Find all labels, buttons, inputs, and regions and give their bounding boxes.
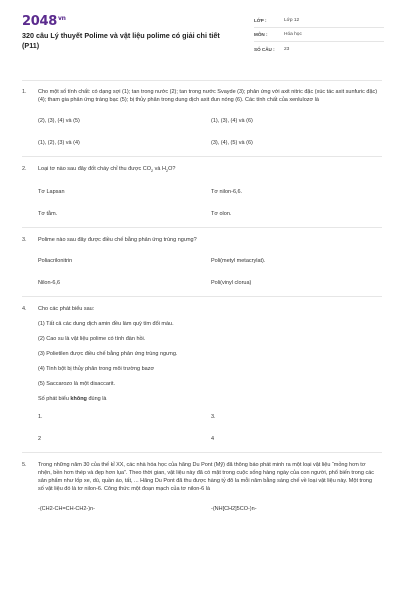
question-number: 3.	[22, 237, 27, 244]
answer-option-a[interactable]: 1.	[38, 414, 43, 421]
statement-4: (4) Tinh bột bị thủy phân trong môi trường bazơ	[38, 366, 155, 373]
question-1	[22, 88, 382, 147]
question-5	[22, 461, 382, 513]
question-3	[22, 236, 382, 287]
answer-option-b[interactable]: 3.	[211, 414, 216, 421]
question-number: 5.	[22, 462, 27, 469]
answer-option-d[interactable]: 4	[211, 436, 215, 443]
answer-options	[38, 188, 378, 218]
answer-option-b[interactable]: Tơ nilon-6,6.	[211, 189, 243, 196]
answer-option-d[interactable]: Poli(vinyl clorua)	[211, 280, 252, 287]
answer-option-d[interactable]: Tơ olon.	[211, 211, 232, 218]
statement-3: (3) Polietilen được điều chế bằng phản ứng trùng ngưng.	[38, 351, 178, 358]
question-text: Cho một số tính chất: có dạng sợi (1); tan trong nước (2); tan trong nước Svayde (3); phản ứng với axit nitric đặc (xúc tác axit sunfuric đặc) (4); tham gia phản ứng tráng bạc (5); bị thủy phân trong dung dịch axit đun nóng (6). Các tính chất của xenlulozơ là	[38, 89, 378, 103]
answer-options	[38, 413, 378, 443]
site-logo[interactable]	[22, 14, 66, 29]
answer-option-c[interactable]: 2	[38, 436, 42, 443]
question-4	[22, 305, 382, 443]
question-2	[22, 165, 382, 218]
answer-option-b[interactable]: (1), (3), (4) và (6)	[211, 118, 253, 124]
answer-option-a[interactable]: Poliacrilonitrin	[38, 258, 73, 265]
question-ask: Số phát biểu không đúng là	[38, 396, 107, 403]
question-list	[22, 80, 382, 513]
answer-option-a[interactable]: -(CH2-CH=CH-CH2-)n-	[38, 506, 95, 513]
question-text: Trong những năm 30 của thế kỉ XX, các nhà hóa học của hãng Du Pont (Mỹ) đã thông báo phát minh ra một loại vật liệu “mỏng hơn tơ nhện, bền hơn thép và đẹp hơn lụa”. Theo thời gian, vật liệu này đã có mặt trong cuộc sống hàng ngày của con người, phổ biến trong các sản phẩm như lốp xe, dù, quần áo, tất, ... Hãng Du Pont đã thu được hàng tỷ đô la mỗi năm bằng sáng chế về loại vật liệu này. Một trong số vật liệu đó là tơ nilon-6. Công thức một đoạn mạch của tơ nilon-6 là	[38, 462, 375, 493]
question-number: 2.	[22, 166, 27, 172]
answer-option-d[interactable]: (3), (4), (5) và (6)	[211, 140, 253, 146]
statement-2: (2) Cao su là vật liệu polime có tính đàn hồi.	[38, 336, 146, 343]
answer-option-b[interactable]: Poli(metyl metacrylat).	[211, 258, 266, 265]
answer-options	[38, 117, 378, 147]
answer-option-c[interactable]: Nilon-6,6	[38, 280, 61, 287]
meta-label: MÔN :	[254, 32, 268, 37]
divider	[22, 452, 382, 453]
answer-option-a[interactable]: Tơ Lapsan	[38, 189, 65, 196]
divider	[22, 80, 382, 81]
divider	[22, 227, 382, 228]
meta-value: Hóa học	[284, 32, 302, 37]
question-text: Cho các phát biểu sau:	[38, 306, 95, 313]
meta-row-grade	[254, 14, 384, 28]
document-header	[0, 0, 400, 64]
answer-option-b[interactable]: -(NH[CH2]5CO-)n-	[211, 506, 257, 513]
question-number: 4.	[22, 306, 27, 313]
statement-1: (1) Tất cả các dung dịch amin đều làm quỳ tím đổi màu.	[38, 321, 174, 328]
logo-suffix: vn	[57, 14, 66, 22]
divider	[22, 296, 382, 297]
answer-option-c[interactable]: (1), (2), (3) và (4)	[38, 140, 80, 146]
meta-table	[254, 14, 384, 56]
meta-label: LỚP :	[254, 18, 267, 23]
logo-text: 2048	[22, 14, 57, 29]
answer-option-c[interactable]: Tơ tằm.	[38, 211, 58, 218]
answer-option-a[interactable]: (2), (3), (4) và (5)	[38, 118, 80, 124]
divider	[22, 156, 382, 157]
answer-options	[38, 505, 378, 513]
meta-row-count	[254, 42, 384, 56]
meta-value: Lớp 12	[284, 18, 300, 23]
answer-options	[38, 257, 378, 287]
meta-row-subject	[254, 28, 384, 42]
question-text: Polime nào sau đây được điều chế bằng phản ứng trùng ngưng?	[38, 237, 197, 244]
question-text: Loại tơ nào sau đây đốt cháy chỉ thu được $CO_2$ và $H_2O$?	[38, 166, 176, 174]
question-number: 1.	[22, 89, 27, 95]
page-title: 320 câu Lý thuyết Polime và vật liệu polime có giải chi tiết (P11)	[22, 31, 220, 50]
meta-label: SỐ CÂU :	[254, 46, 275, 52]
statement-5: (5) Saccarozo là một disaccarit.	[38, 381, 116, 388]
meta-value: 23	[284, 46, 290, 52]
